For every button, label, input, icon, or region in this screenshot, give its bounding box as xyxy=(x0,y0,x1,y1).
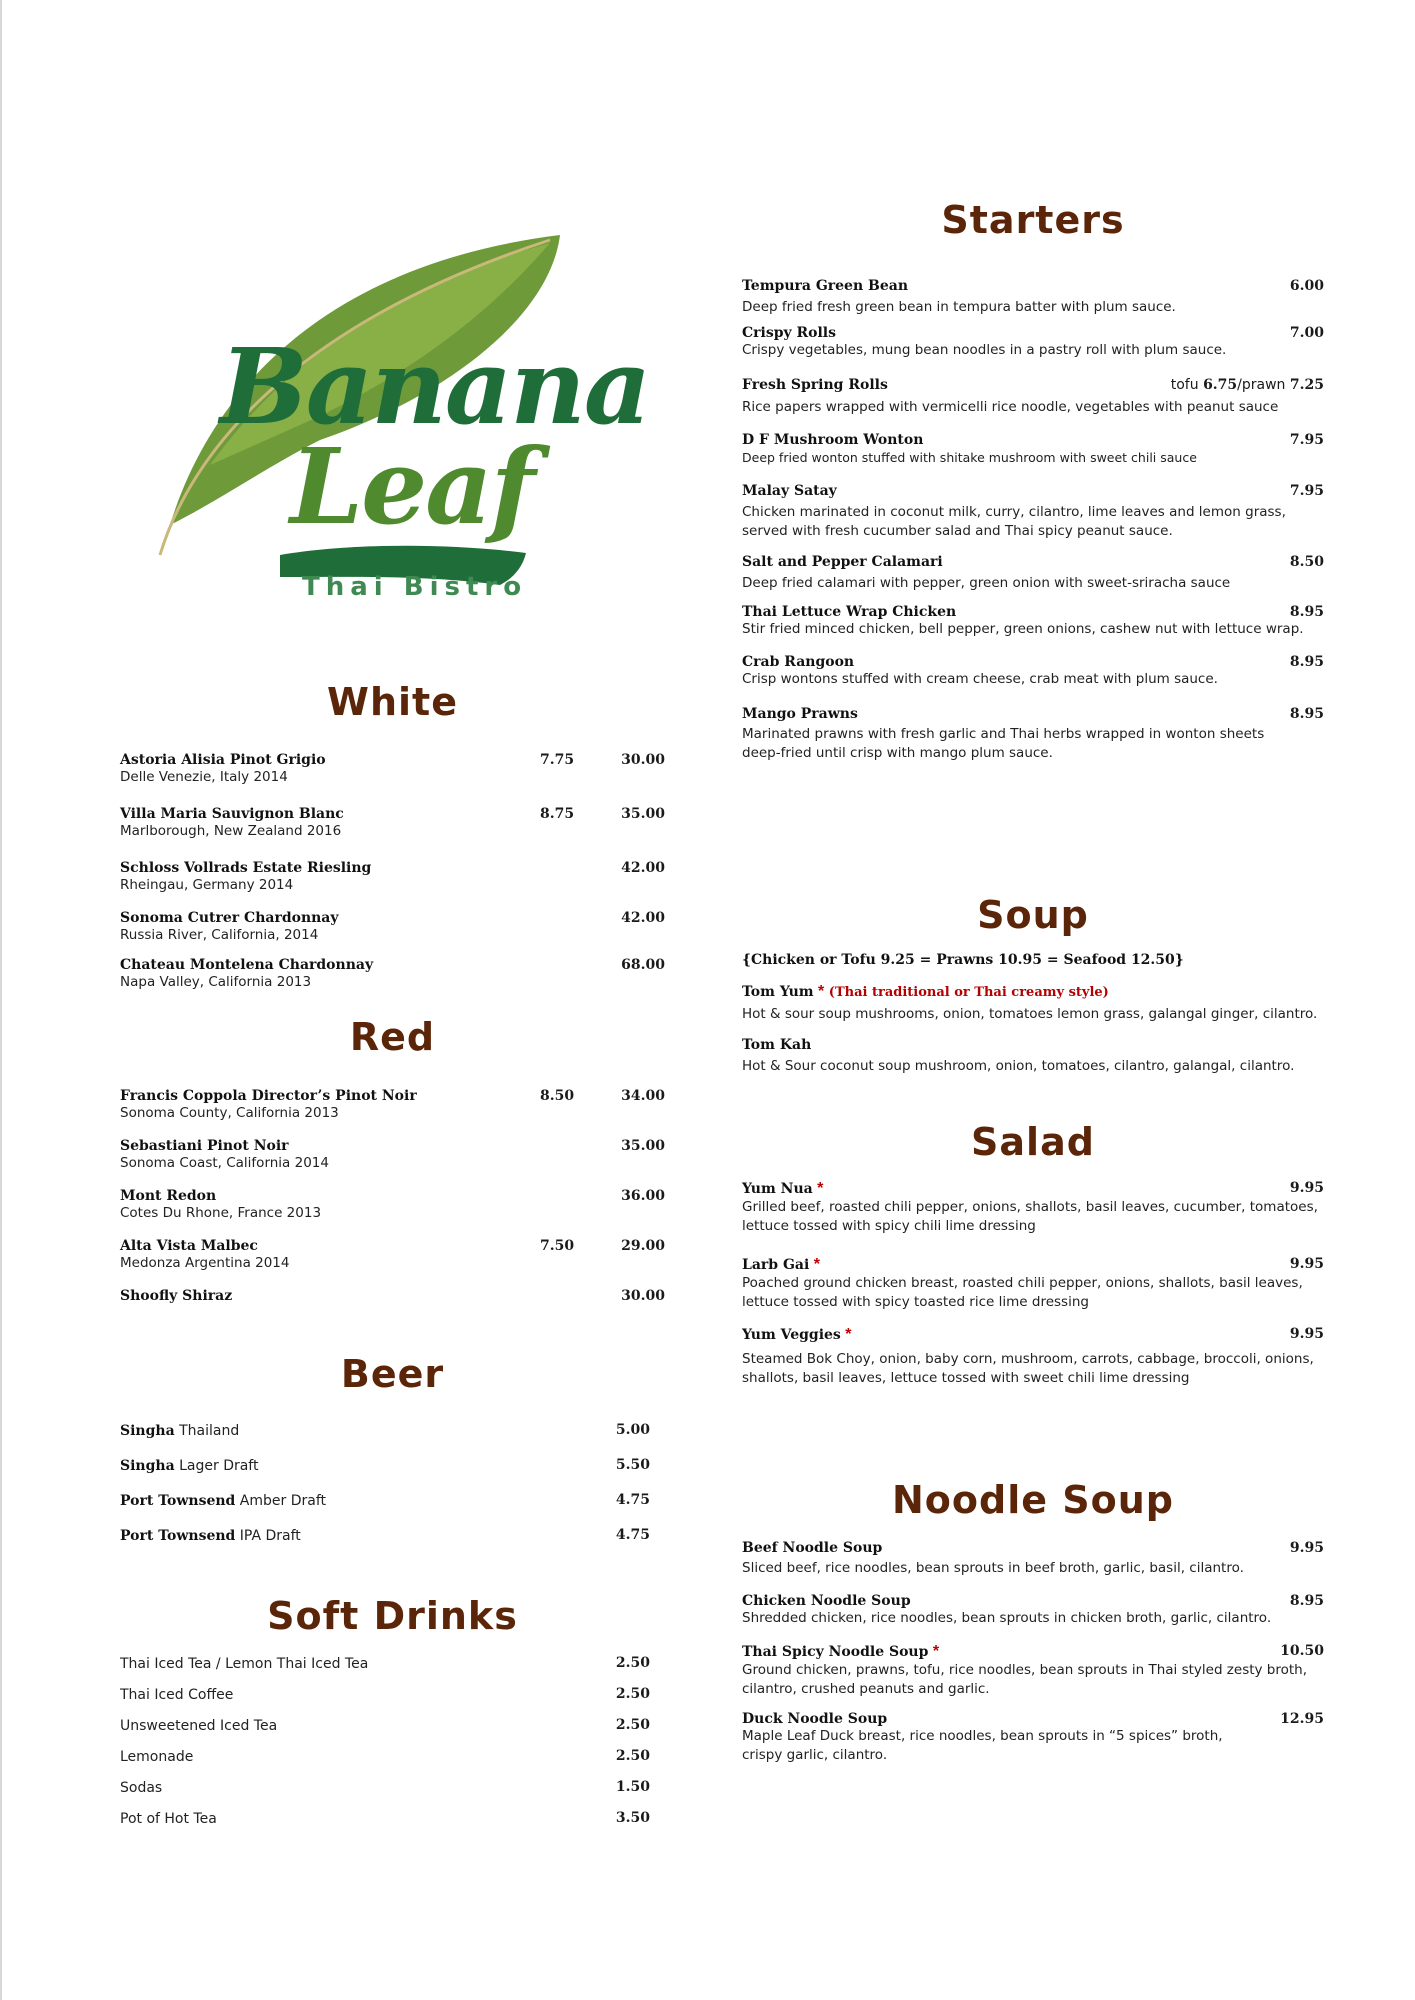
starter-item xyxy=(742,604,1324,639)
section-heading-beer: Beer xyxy=(340,1352,445,1396)
drink-name: Sodas xyxy=(120,1780,163,1796)
drink-name: Lemonade xyxy=(120,1749,194,1765)
drink-price: 3.50 xyxy=(615,1810,650,1826)
wine-origin: Sonoma County, California 2013 xyxy=(120,1105,339,1121)
dish-name: Crab Rangoon xyxy=(742,654,855,670)
dish-price: 7.95 xyxy=(1289,432,1324,448)
dish-name: Salt and Pepper Calamari xyxy=(742,554,943,570)
beer-item xyxy=(120,1457,650,1475)
noodle-item xyxy=(742,1643,1324,1699)
prawn-price: 7.25 xyxy=(1289,377,1324,393)
logo-word-banana: Banana xyxy=(220,325,650,448)
section-heading-red: Red xyxy=(349,1015,436,1059)
dish-description: Hot & Sour coconut soup mushroom, onion, tomatoes, cilantro, galangal, cilantro. xyxy=(742,1058,1295,1074)
wine-name: Shoofly Shiraz xyxy=(120,1288,233,1304)
dish-name: Yum Veggies xyxy=(742,1327,841,1343)
starter-item xyxy=(742,432,1324,467)
wine-name: Schloss Vollrads Estate Riesling xyxy=(120,860,372,876)
beer-brand: Port Townsend xyxy=(120,1493,236,1509)
wine-origin: Sonoma Coast, California 2014 xyxy=(120,1155,329,1171)
wine-name: Astoria Alisia Pinot Grigio xyxy=(120,752,326,768)
spicy-star-icon: * xyxy=(928,1643,940,1660)
starter-item xyxy=(742,483,1324,541)
drink-price: 2.50 xyxy=(615,1717,650,1733)
bottle-price: 30.00 xyxy=(621,752,665,768)
drink-item xyxy=(120,1655,650,1673)
bottle-price: 34.00 xyxy=(621,1088,665,1104)
beer-brand: Singha xyxy=(120,1458,175,1474)
dish-description-line2: lettuce tossed with spicy chili lime dressing xyxy=(742,1218,1036,1234)
wine-name: Alta Vista Malbec xyxy=(120,1238,258,1254)
drink-item xyxy=(120,1686,650,1704)
starter-item xyxy=(742,706,1324,763)
drink-name: Unsweetened Iced Tea xyxy=(120,1718,278,1734)
bottle-price: 35.00 xyxy=(621,1138,665,1154)
dish-description: Hot & sour soup mushrooms, onion, tomatoes lemon grass, galangal ginger, cilantro. xyxy=(742,1006,1318,1022)
beer-detail: Amber Draft xyxy=(235,1493,327,1509)
dish-name: Thai Spicy Noodle Soup xyxy=(742,1644,929,1660)
beer-price: 5.50 xyxy=(615,1457,650,1473)
prawn-label: /prawn xyxy=(1237,377,1290,393)
drink-item xyxy=(120,1779,650,1797)
wine-item xyxy=(120,957,665,992)
noodle-item xyxy=(742,1540,1324,1578)
glass-price: 7.75 xyxy=(540,752,575,768)
beer-price: 4.75 xyxy=(615,1492,650,1508)
wine-name: Mont Redon xyxy=(120,1188,217,1204)
wine-name: Chateau Montelena Chardonnay xyxy=(120,957,374,973)
dish-price: 9.95 xyxy=(1289,1256,1324,1272)
dish-name: Yum Nua xyxy=(742,1181,813,1197)
dish-description-line2: deep-fried until crisp with mango plum sauce. xyxy=(742,745,1053,761)
drink-item xyxy=(120,1748,650,1766)
dish-description-line2: cilantro, crushed peanuts and garlic. xyxy=(742,1681,990,1697)
section-heading-soft-drinks: Soft Drinks xyxy=(267,1594,518,1638)
wine-item xyxy=(120,1138,665,1173)
noodle-item xyxy=(742,1593,1324,1628)
bottle-price: 35.00 xyxy=(621,806,665,822)
soup-style-note: (Thai traditional or Thai creamy style) xyxy=(824,985,1109,1000)
dish-price: 7.00 xyxy=(1289,325,1324,341)
drink-item xyxy=(120,1810,650,1828)
wine-item xyxy=(120,1288,665,1304)
dish-price: 9.95 xyxy=(1289,1180,1324,1196)
dish-price: 8.95 xyxy=(1289,604,1324,620)
wine-name: Sonoma Cutrer Chardonnay xyxy=(120,910,339,926)
section-heading-white: White xyxy=(327,680,458,724)
dish-price: 8.95 xyxy=(1289,1593,1324,1609)
starter-item xyxy=(742,278,1324,317)
dish-description-line2: crispy garlic, cilantro. xyxy=(742,1747,888,1763)
beer-brand: Singha xyxy=(120,1423,175,1439)
wine-origin: Russia River, California, 2014 xyxy=(120,927,319,943)
dish-name: Tom Yum xyxy=(742,984,814,1000)
drink-price: 2.50 xyxy=(615,1655,650,1671)
dish-name: Malay Satay xyxy=(742,483,837,499)
starter-item xyxy=(742,325,1324,360)
dish-name: Tom Kah xyxy=(742,1037,812,1053)
spicy-star-icon: * xyxy=(812,1180,824,1197)
bottle-price: 30.00 xyxy=(621,1288,665,1304)
glass-price: 8.50 xyxy=(540,1088,575,1104)
wine-origin: Cotes Du Rhone, France 2013 xyxy=(120,1205,322,1221)
beer-detail: Lager Draft xyxy=(174,1458,259,1474)
salad-item xyxy=(742,1326,1324,1388)
logo-subtitle: Thai Bistro xyxy=(302,572,528,602)
beer-item xyxy=(120,1422,650,1440)
drink-item xyxy=(120,1717,650,1735)
section-heading-starters: Starters xyxy=(941,198,1125,242)
dish-description: Rice papers wrapped with vermicelli rice noodle, vegetables with peanut sauce xyxy=(742,399,1279,415)
dish-name: D F Mushroom Wonton xyxy=(742,432,924,448)
wine-name: Francis Coppola Director’s Pinot Noir xyxy=(120,1088,417,1104)
dish-price: 9.95 xyxy=(1289,1326,1324,1342)
wine-origin: Delle Venezie, Italy 2014 xyxy=(120,769,288,785)
wine-origin: Rheingau, Germany 2014 xyxy=(120,877,294,893)
spicy-star-icon: * xyxy=(813,983,825,1000)
dish-name: Duck Noodle Soup xyxy=(742,1711,888,1727)
tofu-price: 6.75 xyxy=(1203,377,1238,393)
starter-item xyxy=(742,554,1324,593)
dish-price: 7.95 xyxy=(1289,483,1324,499)
dish-description-line1: Shredded chicken, rice noodles, bean sprouts in chicken broth, garlic, cilantro. xyxy=(742,1610,1272,1626)
dish-description: Deep fried calamari with pepper, green onion with sweet-sriracha sauce xyxy=(742,575,1231,591)
soup-item xyxy=(742,983,1324,1024)
logo-word-leaf: Leaf xyxy=(290,425,534,548)
soup-item xyxy=(742,1037,1324,1076)
dish-description: Deep fried fresh green bean in tempura batter with plum sauce. xyxy=(742,299,1176,315)
banana-leaf-logo xyxy=(150,225,650,615)
noodle-item xyxy=(742,1711,1324,1765)
wine-item xyxy=(120,1188,665,1223)
bottle-price: 42.00 xyxy=(621,860,665,876)
section-heading-noodle-soup: Noodle Soup xyxy=(892,1478,1174,1522)
dish-description-line2: lettuce tossed with spicy toasted rice lime dressing xyxy=(742,1294,1089,1310)
drink-name: Thai Iced Tea / Lemon Thai Iced Tea xyxy=(120,1656,369,1672)
dish-description-line1: Marinated prawns with fresh garlic and Thai herbs wrapped in wonton sheets xyxy=(742,726,1265,742)
spicy-star-icon: * xyxy=(840,1326,852,1343)
dish-name: Larb Gai xyxy=(742,1257,810,1273)
dish-description-line1: Poached ground chicken breast, roasted chili pepper, onions, shallots, basil leaves, xyxy=(742,1275,1303,1291)
dish-name: Beef Noodle Soup xyxy=(742,1540,883,1556)
dish-name: Fresh Spring Rolls xyxy=(742,377,888,393)
dish-description-line1: Chicken marinated in coconut milk, curry, cilantro, lime leaves and lemon grass, xyxy=(742,504,1286,520)
beer-price: 5.00 xyxy=(615,1422,650,1438)
wine-item xyxy=(120,1238,665,1273)
dish-description: Crispy vegetables, mung bean noodles in a pastry roll with plum sauce. xyxy=(742,342,1227,358)
wine-item xyxy=(120,860,665,895)
spicy-star-icon: * xyxy=(809,1256,820,1273)
dish-name: Tempura Green Bean xyxy=(742,278,909,294)
dish-description-line1: Steamed Bok Choy, onion, baby corn, mushroom, carrots, cabbage, broccoli, onions, xyxy=(742,1351,1314,1367)
wine-item xyxy=(120,752,665,787)
salad-item xyxy=(742,1180,1324,1236)
wine-item xyxy=(120,910,665,945)
bottle-price: 36.00 xyxy=(621,1188,665,1204)
wine-origin: Napa Valley, California 2013 xyxy=(120,974,312,990)
dish-price: 6.00 xyxy=(1289,278,1324,294)
dish-name: Thai Lettuce Wrap Chicken xyxy=(742,604,957,620)
dish-name: Mango Prawns xyxy=(742,706,858,722)
bottle-price: 42.00 xyxy=(621,910,665,926)
dish-price: 8.50 xyxy=(1289,554,1324,570)
beer-brand: Port Townsend xyxy=(120,1528,236,1544)
drink-name: Pot of Hot Tea xyxy=(120,1811,217,1827)
dish-description: Deep fried wonton stuffed with shitake mushroom with sweet chili sauce xyxy=(742,450,1197,465)
dish-description: Crisp wontons stuffed with cream cheese, crab meat with plum sauce. xyxy=(742,671,1218,687)
wine-name: Sebastiani Pinot Noir xyxy=(120,1138,289,1154)
dish-price: 12.95 xyxy=(1280,1711,1324,1727)
wine-name: Villa Maria Sauvignon Blanc xyxy=(120,806,344,822)
drink-price: 2.50 xyxy=(615,1748,650,1764)
dish-price: 9.95 xyxy=(1289,1540,1324,1556)
wine-origin: Medonza Argentina 2014 xyxy=(120,1255,290,1271)
wine-item xyxy=(120,1088,665,1123)
drink-price: 1.50 xyxy=(615,1779,650,1795)
dish-description-line2: shallots, basil leaves, lettuce tossed with sweet chili lime dressing xyxy=(742,1370,1190,1386)
section-heading-salad: Salad xyxy=(971,1120,1095,1164)
soup-pricing: {Chicken or Tofu 9.25 = Prawns 10.95 = Seafood 12.50} xyxy=(742,952,1184,968)
bottle-price: 68.00 xyxy=(621,957,665,973)
starter-item xyxy=(742,654,1324,689)
bottle-price: 29.00 xyxy=(621,1238,665,1254)
dish-description-line1: Ground chicken, prawns, tofu, rice noodles, bean sprouts in Thai styled zesty broth, xyxy=(742,1662,1308,1678)
tofu-label: tofu xyxy=(1170,377,1204,393)
glass-price: 7.50 xyxy=(540,1238,575,1254)
dish-description-line2: served with fresh cucumber salad and Thai spicy peanut sauce. xyxy=(742,523,1173,539)
dish-name: Chicken Noodle Soup xyxy=(742,1593,911,1609)
dish-description-line1: Grilled beef, roasted chili pepper, onions, shallots, basil leaves, cucumber, tomatoes, xyxy=(742,1199,1318,1215)
dish-price: 8.95 xyxy=(1289,706,1324,722)
wine-item xyxy=(120,806,665,841)
drink-price: 2.50 xyxy=(615,1686,650,1702)
drink-name: Thai Iced Coffee xyxy=(120,1687,234,1703)
dish-name: Crispy Rolls xyxy=(742,325,837,341)
glass-price: 8.75 xyxy=(540,806,575,822)
dish-description: Stir fried minced chicken, bell pepper, green onions, cashew nut with lettuce wrap. xyxy=(742,621,1304,637)
wine-origin: Marlborough, New Zealand 2016 xyxy=(120,823,342,839)
dish-price: 8.95 xyxy=(1289,654,1324,670)
beer-price: 4.75 xyxy=(615,1527,650,1543)
salad-item xyxy=(742,1256,1324,1312)
beer-item xyxy=(120,1492,650,1510)
beer-item xyxy=(120,1527,650,1545)
beer-detail: Thailand xyxy=(174,1423,240,1439)
page-edge xyxy=(0,0,2,2000)
beer-detail: IPA Draft xyxy=(235,1528,301,1544)
dish-price: 10.50 xyxy=(1280,1643,1324,1659)
dish-description-line1: Sliced beef, rice noodles, bean sprouts in beef broth, garlic, basil, cilantro. xyxy=(742,1560,1244,1576)
section-heading-soup: Soup xyxy=(977,893,1089,937)
starter-item xyxy=(742,377,1324,417)
dish-description-line1: Maple Leaf Duck breast, rice noodles, bean sprouts in “5 spices” broth, xyxy=(742,1728,1223,1744)
